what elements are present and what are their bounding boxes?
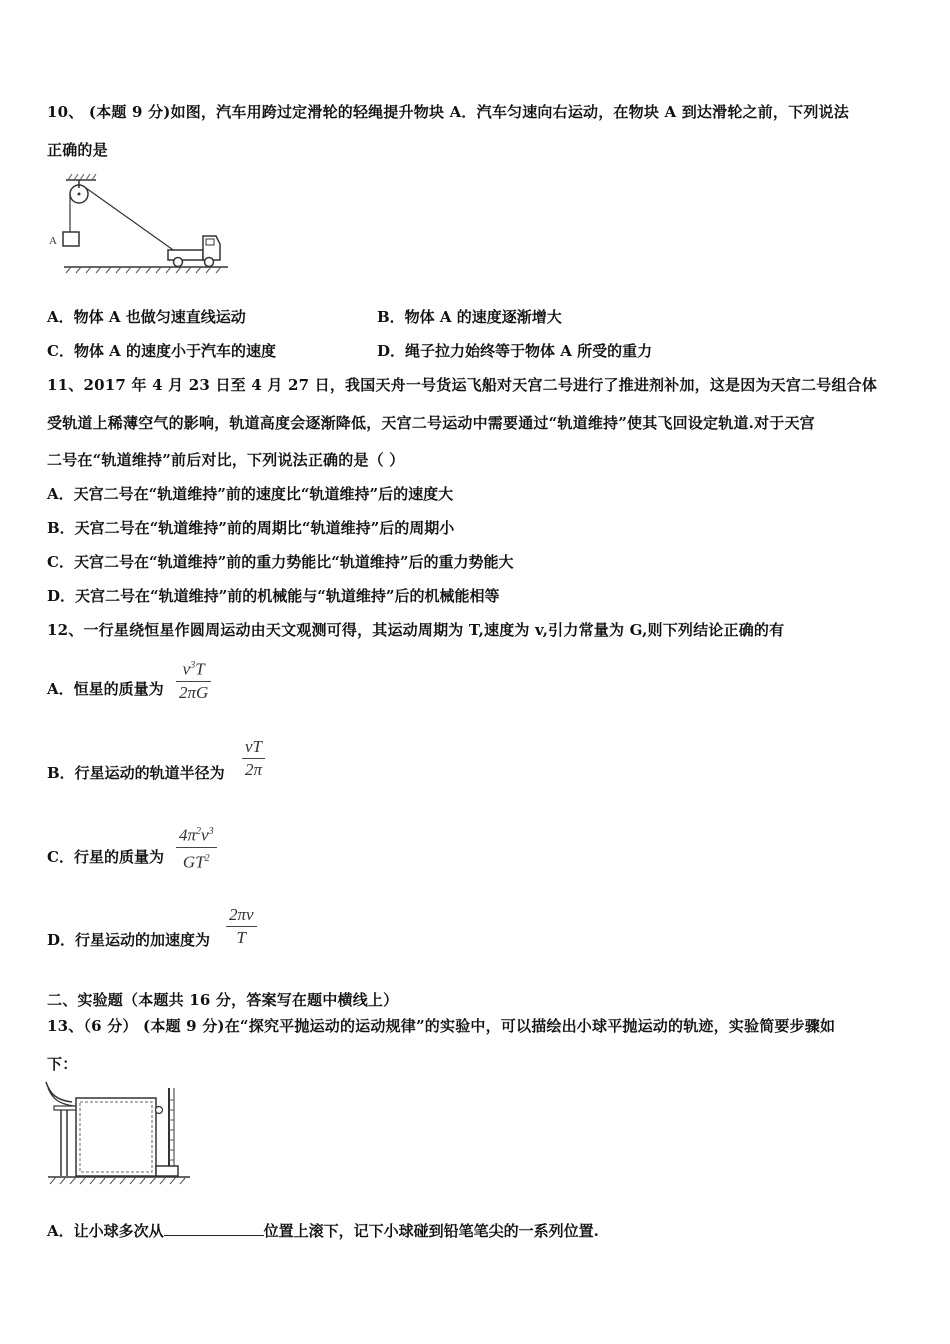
q10-stem-line1: 10、 (本题 9 分)如图，汽车用跨过定滑轮的轻绳提升物块 A．汽车匀速向右运动，在物块 A 到达滑轮之前，下列说法: [47, 103, 849, 121]
q11-option-d: D．天宫二号在“轨道维持”前的机械能与“轨道维持”后的机械能相等: [47, 587, 500, 605]
q12-option-b-formula: $\frac{vT}{2\pi}$: [242, 736, 265, 781]
q13-option-a-text-before: A．让小球多次从: [47, 1222, 164, 1240]
q10-stem-line2: 正确的是: [47, 141, 108, 159]
q13-projectile-apparatus-figure: [44, 1080, 194, 1188]
q12-option-d-formula: $\frac{2\pi v}{T}$: [226, 904, 257, 949]
q11-stem-line2: 受轨道上稀薄空气的影响，轨道高度会逐渐降低，天宫二号运动中需要通过“轨道维持”使其飞回设定轨道.对于天宫: [47, 414, 815, 432]
q13-answer-blank[interactable]: [164, 1221, 264, 1236]
q11-option-c: C．天宫二号在“轨道维持”前的重力势能比“轨道维持”后的重力势能大: [47, 553, 514, 571]
q10-option-a: A．物体 A 也做匀速直线运动: [47, 308, 246, 326]
q12-option-b-label: B．行星运动的轨道半径为: [47, 764, 225, 782]
q13-option-a: [47, 1221, 599, 1241]
q12-option-c-formula: $\frac{4\pi^2v^3}{GT^2}$: [176, 821, 217, 873]
q12-option-a-formula: $\frac{v^3T}{2\pi G}$: [176, 655, 211, 704]
q13-stem-line1: 13、（6 分） (本题 9 分)在“探究平抛运动的运动规律”的实验中，可以描绘出小球平抛运动的轨迹，实验简要步骤如: [47, 1017, 836, 1035]
section-2-heading: 二、实验题（本题共 16 分，答案写在题中横线上）: [47, 991, 399, 1009]
q11-stem-line3: 二号在“轨道维持”前后对比，下列说法正确的是（ ）: [47, 451, 405, 469]
q12-stem: 12、一行星绕恒星作圆周运动由天文观测可得，其运动周期为 T,速度为 v,引力常量为 G,则下列结论正确的有: [47, 621, 785, 639]
q11-option-a: A．天宫二号在“轨道维持”前的速度比“轨道维持”后的速度大: [47, 485, 454, 503]
q11-option-b: B．天宫二号在“轨道维持”前的周期比“轨道维持”后的周期小: [47, 519, 455, 537]
q10-pulley-truck-figure: [48, 172, 233, 277]
q12-option-a-label: A．恒星的质量为: [47, 680, 164, 698]
q10-figure-label-a: A: [49, 235, 57, 247]
q10-option-c: C．物体 A 的速度小于汽车的速度: [47, 342, 277, 360]
q11-stem-line1: 11、2017 年 4 月 23 日至 4 月 27 日，我国天舟一号货运飞船对天宫二号进行了推进剂补加，这是因为天宫二号组合体: [47, 376, 878, 394]
q12-option-d-label: D．行星运动的加速度为: [47, 931, 211, 949]
q13-stem-line2: 下：: [47, 1055, 78, 1073]
q13-option-a-text-after: 位置上滚下，记下小球碰到铅笔笔尖的一系列位置.: [263, 1222, 599, 1240]
q10-option-d: D．绳子拉力始终等于物体 A 所受的重力: [377, 342, 653, 360]
q12-option-c-label: C．行星的质量为: [47, 848, 164, 866]
q10-option-b: B．物体 A 的速度逐渐增大: [377, 308, 562, 326]
